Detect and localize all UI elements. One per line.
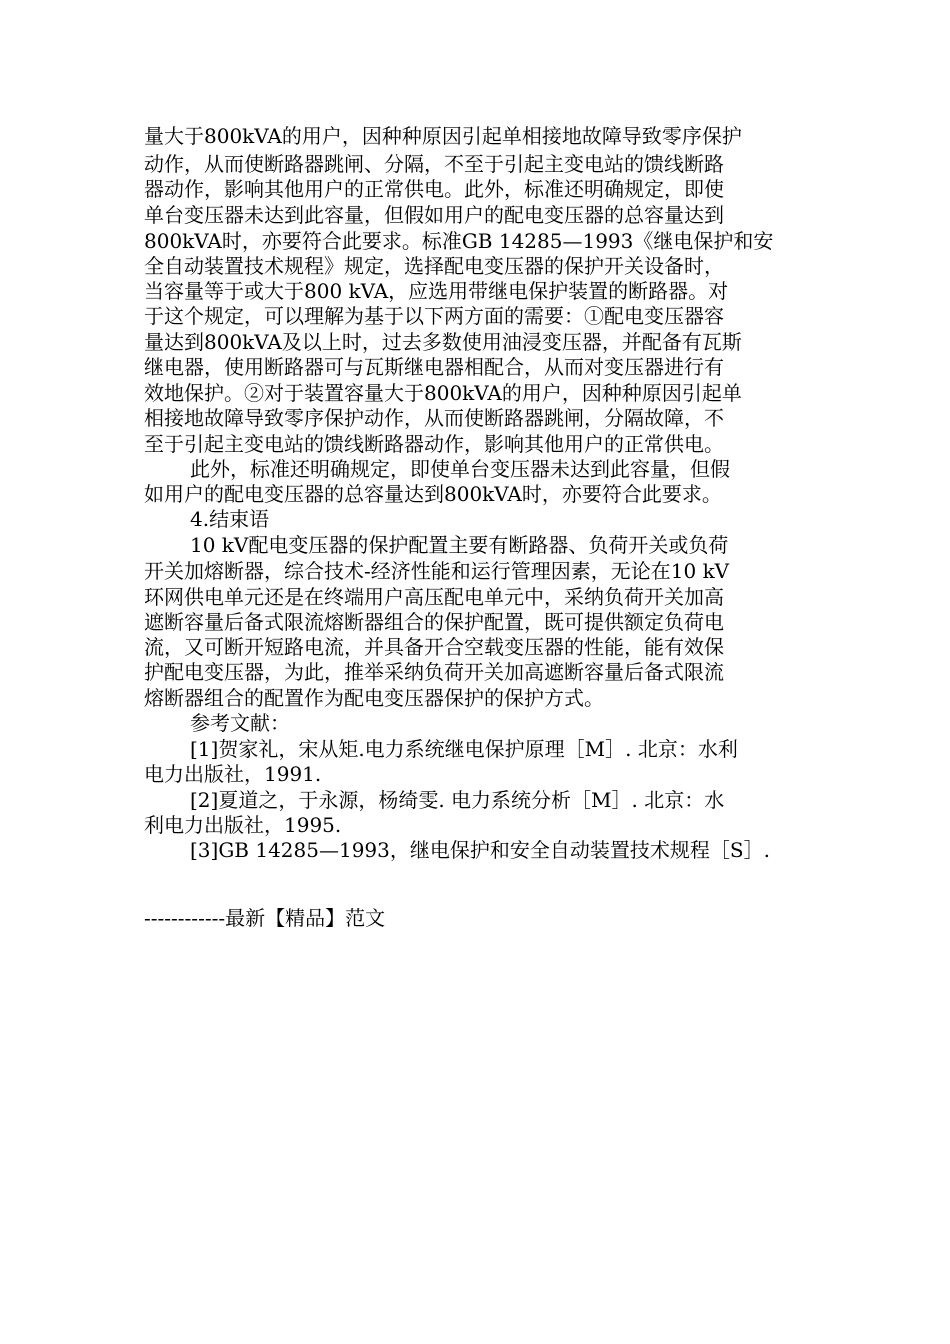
body-line: 800kVA时，亦要符合此要求。标准GB 14285—1993《继电保护和安 bbox=[144, 229, 774, 253]
body-line: 流，又可断开短路电流，并具备开合空载变压器的性能，能有效保 bbox=[144, 635, 724, 659]
body-line: 动作，从而使断路器跳闸、分隔，不至于引起主变电站的馈线断路 bbox=[144, 152, 724, 176]
body-line: 继电器，使用断路器可与瓦斯继电器相配合，从而对变压器进行有 bbox=[144, 355, 724, 379]
body-line: 效地保护。②对于装置容量大于800kVA的用户，因种种原因引起单 bbox=[144, 381, 742, 405]
footer-text: ------------最新【精品】范文 bbox=[144, 906, 386, 930]
body-line: 环网供电单元还是在终端用户高压配电单元中，采纳负荷开关加高 bbox=[144, 585, 724, 609]
section-heading: 4.结束语 bbox=[190, 507, 270, 531]
body-line: 于这个规定，可以理解为基于以下两方面的需要：①配电变压器容 bbox=[144, 304, 724, 328]
paragraph-start-line: 10 kV配电变压器的保护配置主要有断路器、负荷开关或负荷 bbox=[190, 533, 729, 557]
paragraph-start-line: 此外，标准还明确规定，即使单台变压器未达到此容量，但假 bbox=[190, 457, 730, 481]
reference-item-continuation: 电力出版社，1991. bbox=[144, 762, 322, 786]
body-line: 护配电变压器，为此，推举采纳负荷开关加高遮断容量后备式限流 bbox=[144, 660, 724, 684]
body-line: 遮断容量后备式限流熔断器组合的保护配置，既可提供额定负荷电 bbox=[144, 610, 724, 634]
body-line: 量达到800kVA及以上时，过去多数使用油浸变压器，并配备有瓦斯 bbox=[144, 330, 742, 354]
body-line: 器动作，影响其他用户的正常供电。此外，标准还明确规定，即使 bbox=[144, 177, 724, 201]
body-line: 相接地故障导致零序保护动作，从而使断路器跳闸，分隔故障，不 bbox=[144, 406, 724, 430]
body-line: 量大于800kVA的用户，因种种原因引起单相接地故障导致零序保护 bbox=[144, 124, 742, 148]
references-heading: 参考文献： bbox=[190, 711, 290, 735]
body-line: 至于引起主变电站的馈线断路器动作，影响其他用户的正常供电。 bbox=[144, 432, 724, 456]
body-line: 如用户的配电变压器的总容量达到800kVA时，亦要符合此要求。 bbox=[144, 482, 722, 506]
body-line: 开关加熔断器，综合技术-经济性能和运行管理因素，无论在10 kV bbox=[144, 559, 730, 583]
reference-item-continuation: 利电力出版社，1995. bbox=[144, 813, 342, 837]
reference-item: [3]GB 14285—1993，继电保护和安全自动装置技术规程［S］. bbox=[190, 838, 770, 862]
body-line: 单台变压器未达到此容量，但假如用户的配电变压器的总容量达到 bbox=[144, 203, 724, 227]
reference-item: [2]夏道之，于永源，杨绮雯. 电力系统分析［M］. 北京：水 bbox=[190, 788, 725, 812]
body-line: 全自动装置技术规程》规定，选择配电变压器的保护开关设备时， bbox=[144, 254, 724, 278]
reference-item: [1]贺家礼，宋从矩.电力系统继电保护原理［M］. 北京：水利 bbox=[190, 737, 738, 761]
body-line: 熔断器组合的配置作为配电变压器保护的保护方式。 bbox=[144, 686, 604, 710]
body-line: 当容量等于或大于800 kVA，应选用带继电保护装置的断路器。对 bbox=[144, 279, 729, 303]
